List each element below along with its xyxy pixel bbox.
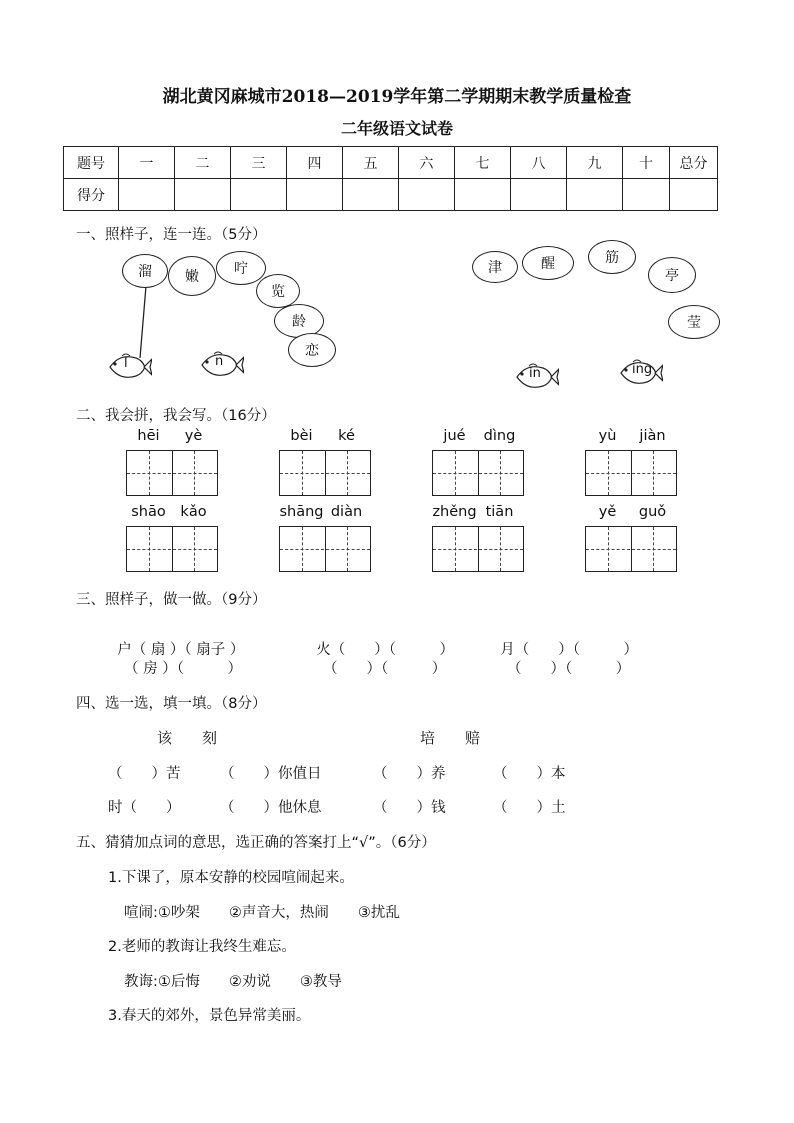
fish-label: in — [529, 366, 541, 381]
char-bubble[interactable]: 津 — [472, 251, 518, 283]
pinyin-syllable: dìng — [483, 428, 516, 444]
score-header-cell: 十 — [623, 147, 670, 179]
pinyin-syllable: guǒ — [638, 504, 667, 520]
q1-connecting-line — [0, 0, 794, 400]
writing-grid-box[interactable] — [279, 526, 371, 572]
writing-grid-box[interactable] — [279, 450, 371, 496]
score-row-label: 得分 — [64, 179, 119, 211]
exam-subtitle: 二年级语文试卷 — [340, 119, 453, 138]
q5-sentence: 1.下课了，原本安静的校园喧闹起来。 — [108, 870, 354, 886]
fish-icon[interactable] — [617, 356, 663, 394]
pinyin-syllable: yě — [598, 504, 617, 520]
char-bubble[interactable]: 嫩 — [168, 256, 216, 296]
q4-choices-left: 该 刻 — [157, 729, 218, 747]
pinyin-syllable: ké — [338, 428, 355, 444]
q3-row1-item2: 火（ ）（ ） — [316, 642, 454, 658]
char-bubble[interactable]: 龄 — [274, 304, 324, 338]
pinyin-syllable: jiàn — [639, 428, 666, 444]
writing-grid-box[interactable] — [432, 450, 524, 496]
score-header-cell: 四 — [287, 147, 343, 179]
q5-heading: 五、猜猜加点词的意思，选正确的答案打上“√”。（6分） — [76, 835, 436, 851]
q2-heading: 二、我会拼，我会写。（16分） — [76, 408, 276, 424]
char-bubble[interactable]: 亭 — [648, 257, 696, 293]
q5-sentence: 3.春天的郊外，景色异常美丽。 — [108, 1008, 311, 1024]
q3-heading: 三、照样子，做一做。（9分） — [76, 592, 267, 608]
pinyin-syllable: bèi — [290, 428, 313, 444]
q5-sentence: 2.老师的教诲让我终生难忘。 — [108, 939, 296, 955]
pinyin-syllable: tiān — [485, 504, 514, 520]
writing-grid-box[interactable] — [585, 526, 677, 572]
char-bubble[interactable]: 筋 — [588, 240, 636, 274]
fish-icon[interactable] — [513, 360, 559, 398]
char-bubble[interactable]: 览 — [256, 274, 300, 308]
score-header-cell: 二 — [175, 147, 231, 179]
pinyin-syllable: jué — [443, 428, 466, 444]
pinyin-syllable: shāo — [131, 504, 166, 520]
q3-char: 月 — [500, 642, 515, 658]
pinyin-syllable: diàn — [330, 504, 363, 520]
writing-grid-box[interactable] — [432, 526, 524, 572]
score-header-cell: 七 — [455, 147, 511, 179]
score-header-cell: 八 — [511, 147, 567, 179]
score-header-cell: 一 — [119, 147, 175, 179]
exam-title: 湖北黄冈麻城市2018—2019学年第二学期期末教学质量检查 — [162, 87, 632, 107]
fish-label: ing — [632, 362, 653, 377]
q4-choices-right: 培 赔 — [420, 729, 481, 747]
score-header-cell: 三 — [231, 147, 287, 179]
pinyin-syllable: zhěng — [432, 504, 477, 520]
q3-fill[interactable]: 扇 — [150, 642, 166, 658]
pinyin-syllable: kǎo — [180, 504, 207, 520]
q3-word[interactable]: 扇子 — [196, 642, 226, 658]
fish-label: l — [124, 356, 128, 371]
score-header-cell: 九 — [567, 147, 623, 179]
q5-options[interactable]: 教诲:①后悔 ②劝说 ③教导 — [124, 974, 342, 990]
q4-blank[interactable]: （ ）土 — [493, 800, 566, 816]
q4-blank[interactable]: （ ）养 — [373, 766, 446, 782]
pinyin-syllable: hēi — [137, 428, 160, 444]
score-header-cell: 题号 — [64, 147, 119, 179]
q3-fill[interactable]: 房 — [143, 661, 158, 677]
char-bubble[interactable]: 溜 — [122, 254, 168, 288]
pinyin-syllable: yù — [598, 428, 617, 444]
pinyin-syllable: yè — [184, 428, 203, 444]
pinyin-syllable: shāng — [279, 504, 324, 520]
q3-char: 火 — [316, 642, 331, 658]
q3-char: 户 — [117, 642, 132, 658]
q4-blank[interactable]: 时（ ） — [108, 800, 181, 816]
writing-grid-box[interactable] — [126, 450, 218, 496]
fish-icon[interactable] — [106, 350, 152, 388]
char-bubble[interactable]: 醒 — [522, 246, 574, 280]
q1-heading: 一、照样子，连一连。（5分） — [76, 227, 267, 243]
q4-blank[interactable]: （ ）本 — [493, 766, 566, 782]
q4-blank[interactable]: （ ）他休息 — [220, 800, 322, 816]
q4-heading: 四、选一选，填一填。（8分） — [76, 696, 267, 712]
score-header-cell: 五 — [343, 147, 399, 179]
q3-row1-item1: 户（ 扇 ）（ 扇子 ） — [117, 642, 245, 658]
fish-label: n — [215, 354, 224, 369]
writing-grid-box[interactable] — [126, 526, 218, 572]
char-bubble[interactable]: 恋 — [288, 333, 336, 367]
q3-row2-item2[interactable]: （ ）（ ） — [323, 661, 447, 677]
char-bubble[interactable]: 莹 — [668, 305, 720, 339]
fish-icon[interactable] — [198, 348, 244, 386]
writing-grid-box[interactable] — [585, 450, 677, 496]
score-header-cell: 总分 — [670, 147, 718, 179]
score-header-cell: 六 — [399, 147, 455, 179]
q3-row2-item1: （ 房 ）（ ） — [124, 661, 242, 677]
q4-blank[interactable]: （ ）苦 — [108, 766, 181, 782]
q3-row1-item3: 月（ ）（ ） — [500, 642, 638, 658]
q4-blank[interactable]: （ ）你值日 — [220, 766, 322, 782]
q5-options[interactable]: 喧闹:①吵架 ②声音大，热闹 ③扰乱 — [124, 905, 400, 921]
q3-row2-item3[interactable]: （ ）（ ） — [507, 661, 631, 677]
q4-blank[interactable]: （ ）钱 — [373, 800, 446, 816]
char-bubble[interactable]: 咛 — [216, 251, 266, 285]
